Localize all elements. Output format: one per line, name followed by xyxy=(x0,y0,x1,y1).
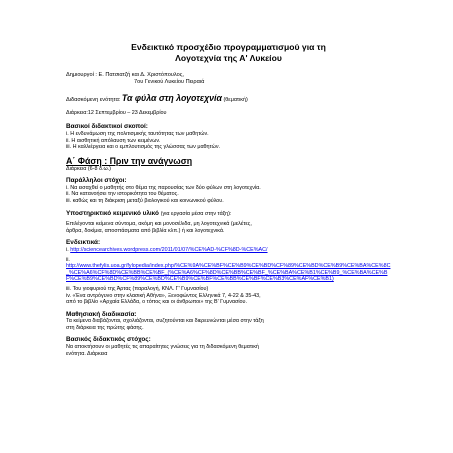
phase-duration: Διάρκεια (6-8 δ.ω.) xyxy=(66,165,111,172)
duration: Διάρκεια:12 Σεπτεμβρίου – 23 Δεκεμβρίου xyxy=(66,110,167,117)
parallel-goal-item: iii. καθώς και τη διάκριση μεταξύ βιολογικού και κοινωνικού φύλου. xyxy=(66,197,224,204)
process-text-line: στη διάρκεια της πρώτης φάσης. xyxy=(66,324,144,331)
support-text-line: Επιλέγονται κείμενα σύντομα, ακόμη και μονοσέλιδα, μη λογοτεχνικά (μελέτες, xyxy=(66,221,252,228)
goals-heading: Βασικοί διδακτικοί σκοποί: xyxy=(66,123,148,131)
link-2-prefix: ii. xyxy=(66,256,70,263)
goal-item: i. Η ενδυνάμωση της πολιτισμικής ταυτότητας των μαθητών. xyxy=(66,131,209,137)
link-2[interactable]: http://www.thefylis.uoa.gr/fylopedia/index.php/%CE%9A%CE%BF%CE%B9%CE%BD%CF%89%CE%BD%CE%B9%CE%BA%CE%8C_%CE%A6%CF%8D%CE%BB%CE%BF_(%CE%A6%CF%8D%CE%BB%CE%BF_%CE%BA%CE%B1%CE%B9_%CE%BA%CE%BF%CE%B9%CE%BD%CF%89%CE%BD%CE%B9%CE%BF%CE%BB%CE%BF%CE%B3%CE%AF%CE%B1) xyxy=(66,263,391,283)
support-heading-note: (για εργασία μέσα στην τάξη): xyxy=(160,210,232,217)
title-line-1: Ενδεικτικό προσχέδιο προγραμματισμού για τη xyxy=(131,42,326,52)
indicative-item-iv-line-2: από το βιβλίο «Αρχαία Ελλάδα, ο τόπος και οι άνθρωποι» της Β' Γυμνασίου. xyxy=(66,299,247,306)
link-1[interactable]: http://sciencearchives.wordpress.com/2011/01/07/%CE%AD-%CF%8D-%CE%AC/ xyxy=(70,246,268,253)
indicative-item-iv-line-1: iv. «Ένα αντρόγυνο στην κλασική Αθήνα», Ξενοφώντος Ελληνικά 7, 4-22 & 35-43, xyxy=(66,292,261,299)
process-text-line: Τα κείμενα διαβάζονται, σχολιάζονται, συζητούνται και διερευνώνται μέσα στην τάξη xyxy=(66,318,264,325)
unit-line xyxy=(66,93,391,103)
parallel-goal-item: ii. Να κατανοήσει την ιστορικότητα του θέματος. xyxy=(66,191,179,198)
parallel-goals-heading: Παράλληλοι στόχοι: xyxy=(66,177,127,185)
indicative-heading: Ενδεικτικά: xyxy=(66,239,101,247)
indicative-link-1-row xyxy=(66,247,391,254)
goal-item: iii. Η καλλιέργεια και ο εμπλουτισμός της γλώσσας των μαθητών. xyxy=(66,144,221,151)
title-line-2: Λογοτεχνία της Α' Λυκείου xyxy=(175,53,282,63)
authors-line-2: 7ου Γενικού Λυκείου Πειραιά xyxy=(134,79,205,86)
basic-goal-text-line: ενότητα. Διάρκεια xyxy=(66,350,108,357)
support-material-heading xyxy=(66,210,391,219)
link-1-prefix: i. xyxy=(66,246,71,253)
basic-goal-heading: Βασικός διδακτικός στόχος: xyxy=(66,336,151,344)
authors-block xyxy=(66,72,391,86)
unit-note: (θεματική) xyxy=(223,97,248,104)
authors-line-1: Δημιουργοί : Ε. Πατσιατζή και Δ. Χριστόπουλος, xyxy=(66,72,184,78)
parallel-goal-item: i. Να εισαχθεί ο μαθητής στο θέμα της παρουσίας των δύο φύλων στη λογοτεχνία. xyxy=(66,184,261,191)
basic-goal-text-line: Να αποκτήσουν οι μαθητές τις απαραίτητες γνώσεις για τη διδασκόμενη θεματική xyxy=(66,344,259,351)
phase-title: Α΄ Φάση : Πριν την ανάγνωση xyxy=(66,155,193,166)
unit-title: Τα φύλα στη λογοτεχνία xyxy=(121,93,222,104)
goal-item: ii. Η αισθητική απόλαυση των κειμένων. xyxy=(66,137,161,144)
unit-label: Διδασκόμενη ενότητα: xyxy=(66,97,121,104)
support-text-line: άρθρα, δοκίμια, αποσπάσματα από βιβλία κλπ.) ή και λογοτεχνικά. xyxy=(66,227,225,234)
indicative-item-iii: iii. Του γιοφυριού της Άρτας (παραλογή, ΚΝΛ. Γ' Γυμνασίου) xyxy=(66,285,209,292)
support-heading-text: Υποστηρικτικό κειμενικό υλικό xyxy=(66,209,159,217)
document-title xyxy=(66,42,391,64)
process-heading: Μαθησιακή διαδικασία: xyxy=(66,310,137,318)
